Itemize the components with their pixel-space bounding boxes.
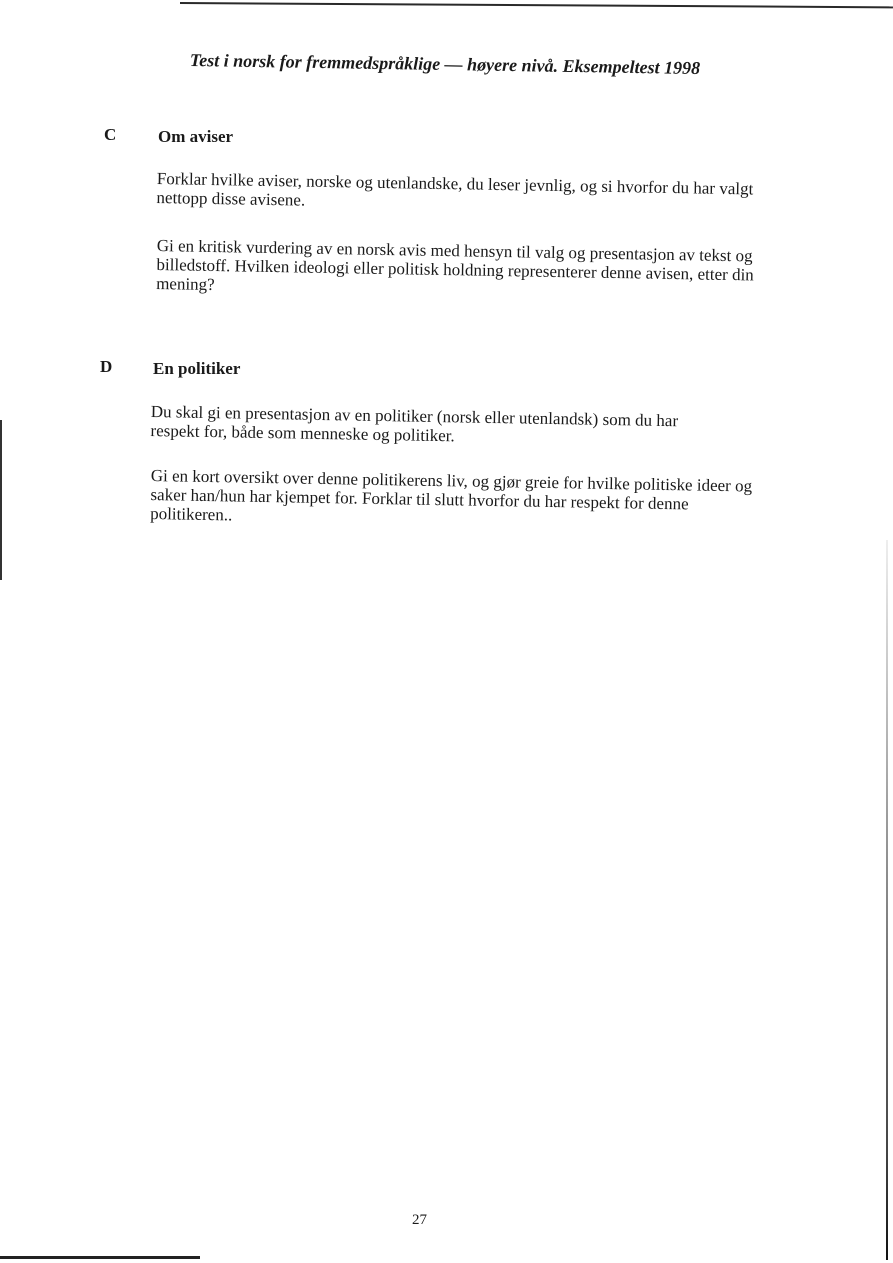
section-letter-c: C (104, 125, 117, 144)
scan-top-edge (180, 2, 893, 8)
scan-left-edge (0, 420, 2, 580)
page-number: 27 (412, 1212, 427, 1228)
section-d-paragraph-2: Gi en kort oversikt over denne politikerens liv, og gjør greie for hvilke politiske ideer og saker han/hun har kjempet for. Forklar til slutt hvorfor du har respekt for denne politikeren.. (150, 466, 753, 525)
scan-bottom-edge (0, 1256, 200, 1259)
section-heading-en-politiker: En politiker (153, 359, 241, 378)
section-heading-om-aviser: Om aviser (158, 127, 234, 146)
section-d-paragraph-1: Du skal gi en presentasjon av en politiker (norsk eller utenlandsk) som du har respekt for, både som menneske og politiker. (150, 402, 679, 446)
section-c-paragraph-1: Forklar hvilke aviser, norske og utenlandske, du leser jevnlig, og si hvorfor du har valgt nettopp disse avisene. (156, 169, 754, 210)
section-c-paragraph-2: Gi en kritisk vurdering av en norsk avis med hensyn til valg og presentasjon av tekst og billedstoff. Hvilken ideologi eller politisk holdning representerer denne avisen, etter din mening? (156, 236, 754, 295)
page-header: Test i norsk for fremmedspråklige — høyere nivå. Eksempeltest 1998 (189, 50, 701, 79)
section-letter-d: D (100, 357, 113, 376)
scan-right-edge (886, 540, 888, 1260)
